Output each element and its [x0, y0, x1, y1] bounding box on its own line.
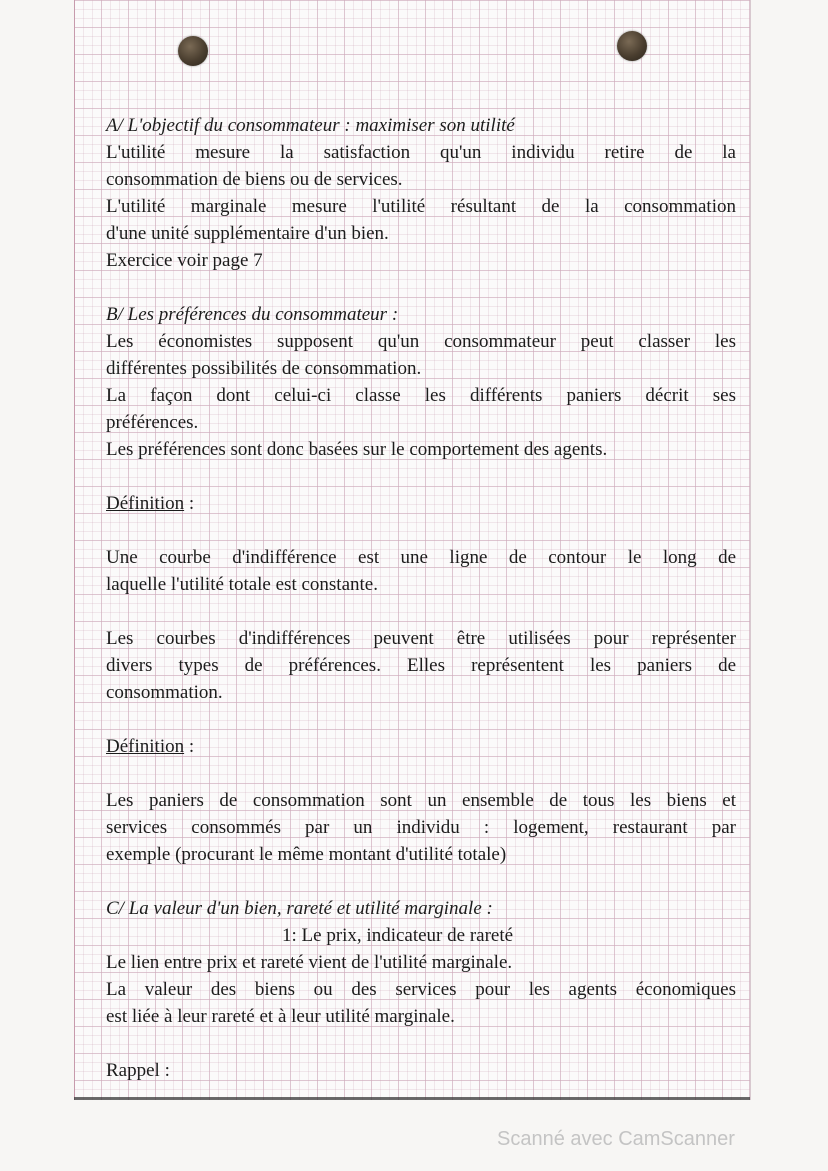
- punch-hole-right: [617, 31, 647, 61]
- definition-label: Définition: [106, 736, 185, 757]
- section-c-subtitle: 1: Le prix, indicateur de rareté: [282, 925, 514, 946]
- page-bottom-edge: [74, 1097, 750, 1100]
- definition-heading: [106, 733, 736, 760]
- section-b-line: différentes possibilités de consommation.: [106, 358, 422, 379]
- paragraph-line: consommation.: [106, 682, 223, 703]
- margin-line: [74, 0, 75, 1100]
- section-b-line: préférences.: [106, 412, 199, 433]
- section-b-title: B/ Les préférences du consommateur :: [106, 304, 399, 325]
- section-a-line: L'utilité marginale mesure l'utilité résultant de la consommation: [106, 196, 736, 217]
- definition-colon: :: [184, 736, 195, 757]
- section-a-exercise: Exercice voir page 7: [106, 250, 263, 271]
- section-a-line: L'utilité mesure la satisfaction qu'un individu retire de la: [106, 142, 736, 163]
- section-c-line: La valeur des biens ou des services pour les agents économiques: [106, 979, 736, 1000]
- scanner-watermark: Scanné avec CamScanner: [497, 1128, 735, 1150]
- section-c-line: est liée à leur rareté et à leur utilité marginale.: [106, 1006, 455, 1027]
- section-b-line: Les préférences sont donc basées sur le comportement des agents.: [106, 439, 608, 460]
- paragraph-line: divers types de préférences. Elles représentent les paniers de: [106, 655, 736, 676]
- rappel-label: Rappel :: [106, 1060, 170, 1081]
- definition-line: Les paniers de consommation sont un ensemble de tous les biens et: [106, 790, 736, 811]
- definition-colon: :: [184, 493, 195, 514]
- section-b-line: Les économistes supposent qu'un consommateur peut classer les: [106, 331, 736, 352]
- punch-hole-left: [178, 36, 208, 66]
- paragraph-line: Les courbes d'indifférences peuvent être utilisées pour représenter: [106, 628, 736, 649]
- document-body: [106, 112, 736, 1084]
- section-a-title: A/ L'objectif du consommateur : maximiser son utilité: [106, 115, 515, 136]
- definition-heading: [106, 490, 736, 517]
- section-c-title: C/ La valeur d'un bien, rareté et utilité marginale :: [106, 898, 493, 919]
- section-b-line: La façon dont celui-ci classe les différents paniers décrit ses: [106, 385, 736, 406]
- definition-line: laquelle l'utilité totale est constante.: [106, 574, 378, 595]
- section-a-line: d'une unité supplémentaire d'un bien.: [106, 223, 389, 244]
- definition-label: Définition: [106, 493, 185, 514]
- section-a-line: consommation de biens ou de services.: [106, 169, 403, 190]
- section-c-line: Le lien entre prix et rareté vient de l'utilité marginale.: [106, 952, 513, 973]
- definition-line: services consommés par un individu : logement, restaurant par: [106, 817, 736, 838]
- definition-line: Une courbe d'indifférence est une ligne de contour le long de: [106, 547, 736, 568]
- definition-line: exemple (procurant le même montant d'utilité totale): [106, 844, 507, 865]
